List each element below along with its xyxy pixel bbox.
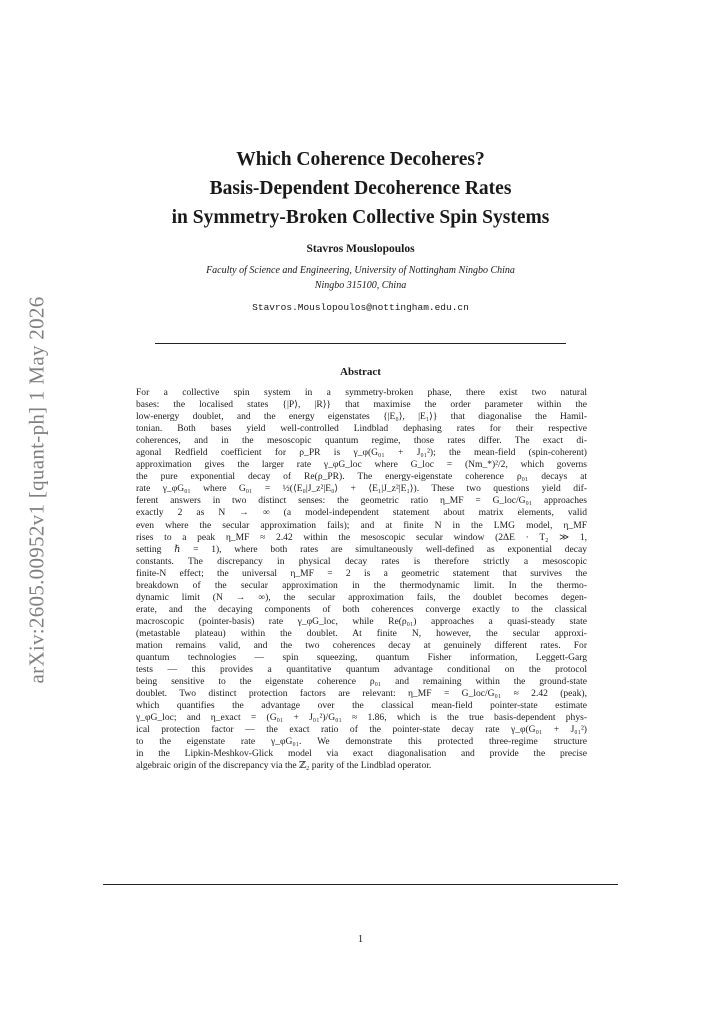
abstract-line: mation remains valid, and the two coherences decay at genuinely different rates. For [136,639,587,651]
abstract-line: even where the secular approximation fails); and at finite N in the LMG model, η_MF [136,519,587,531]
bottom-divider [103,884,618,885]
author-email[interactable]: Stavros.Mouslopoulos@nottingham.edu.cn [252,302,469,313]
abstract-line: setting ℏ = 1), where both rates are simultaneously well-defined as exponential decay [136,543,587,555]
abstract-line: the pure exponential decay of Re(ρ_PR). The energy-eigenstate coherence ρ₀₁ decays at [136,471,587,483]
abstract-line: (metastable plateau) within the doublet. At finite N, however, the secular approxi- [136,627,587,639]
title-line: Which Coherence Decoheres? [236,149,485,170]
paper-title [100,145,621,232]
abstract-line: being sensitive to the eigenstate coherence ρ₀₁ and remaining within the ground-state [136,676,587,688]
affiliation-line: Faculty of Science and Engineering, University of Nottingham Ningbo China [206,265,515,276]
abstract-line: low-energy doublet, and the energy eigenstates {|E₀⟩, |E₁⟩} that diagonalise the Hamil- [136,411,587,423]
title-line: Basis-Dependent Decoherence Rates [209,178,512,199]
abstract-line: constants. The discrepancy in physical decay rates is therefore strictly a mesoscopic [136,555,587,567]
abstract-line: doublet. Two distinct protection factors are relevant: η_MF = G_loc/G₀₁ ≈ 2.42 (peak), [136,688,587,700]
abstract-line: algebraic origin of the discrepancy via the ℤ₂ parity of the Lindblad operator. [136,760,432,772]
abstract-line: exactly 2 as N → ∞ (a model-independent statement about matrix elements, valid [136,507,587,519]
abstract-line: coherences, and in the mesoscopic quantum regime, those rates differ. The exact di- [136,435,587,447]
abstract-line: bases: the localised states {|P⟩, |R⟩} that maximise the order parameter within the [136,399,587,411]
author-name: Stavros Mouslopoulos [306,243,415,255]
abstract-line: approximation gives the larger rate γ_φG_loc where G_loc = (Nm_*)²/2, which governs [136,459,587,471]
abstract-line: erate, and the decaying components of both coherences converge exactly to the classical [136,603,587,615]
abstract-line: macroscopic (pointer-basis) rate γ_φG_loc, while Re(ρ₀₁) approaches a quasi-steady state [136,615,587,627]
abstract-line: quantum technologies — spin squeezing, quantum Fisher information, Leggett-Garg [136,652,587,664]
abstract-line: to the eigenstate rate γ_φG₀₁. We demonstrate this protected three-regime structure [136,736,587,748]
abstract-line: which quantifies the advantage over the classical mean-field pointer-state estimate [136,700,587,712]
abstract-line: dynamic limit (N → ∞), the secular approximation fails, the doublet becomes degen- [136,591,587,603]
abstract-line: tests — this provides a quantitative quantum advantage conditional on the protocol [136,664,587,676]
affiliation [100,263,621,293]
arxiv-stamp-text: arXiv:2605.00952v1 [quant-ph] 1 May 2026 [24,296,49,684]
abstract-heading: Abstract [340,366,381,378]
abstract-line: rises to a peak η_MF ≈ 2.42 within the mesoscopic secular window (2ΔE · T₂ ≫ 1, [136,531,587,543]
page-number: 1 [357,934,364,945]
abstract-line: ical protection factor — the exact ratio of the pointer-state decay rate γ_φ(G₀₁ + J₀₁²) [136,724,587,736]
abstract-line: For a collective spin system in a symmetry-broken phase, there exist two natural [136,387,587,398]
abstract-body [136,387,587,773]
abstract-line: γ_φG_loc; and η_exact = (G₀₁ + J₀₁²)/G₀₁ ≈ 1.86, which is the true basis-dependent phys- [136,712,587,724]
arxiv-identifier-stamp [22,290,52,690]
affiliation-line: Ningbo 315100, China [314,280,407,291]
abstract-line: finite-N effect; the universal η_MF = 2 is a geometric statement that survives the [136,567,587,579]
abstract-line: tonian. Both bases yield well-controlled Lindblad dephasing rates for their respective [136,423,587,435]
title-line: in Symmetry-Broken Collective Spin Systems [171,207,550,228]
top-divider [155,343,566,344]
abstract-line: rate γ_φG₀₁ where G₀₁ = ½(⟨E₀|J_z²|E₀⟩ + ⟨E₁|J_z²|E₁⟩). These two questions yield dif- [136,483,587,495]
abstract-line: agonal Redfield coefficient for ρ_PR is γ_φ(G₀₁ + J₀₁²); the mean-field (spin-coherent) [136,447,587,459]
abstract-line: ferent answers in two distinct senses: the geometric ratio η_MF = G_loc/G₀₁ approaches [136,495,587,507]
abstract-line: in the Lipkin-Meshkov-Glick model via exact diagonalisation and provide the precise [136,748,587,760]
abstract-line: breakdown of the secular approximation in the thermodynamic limit. In the thermo- [136,579,587,591]
